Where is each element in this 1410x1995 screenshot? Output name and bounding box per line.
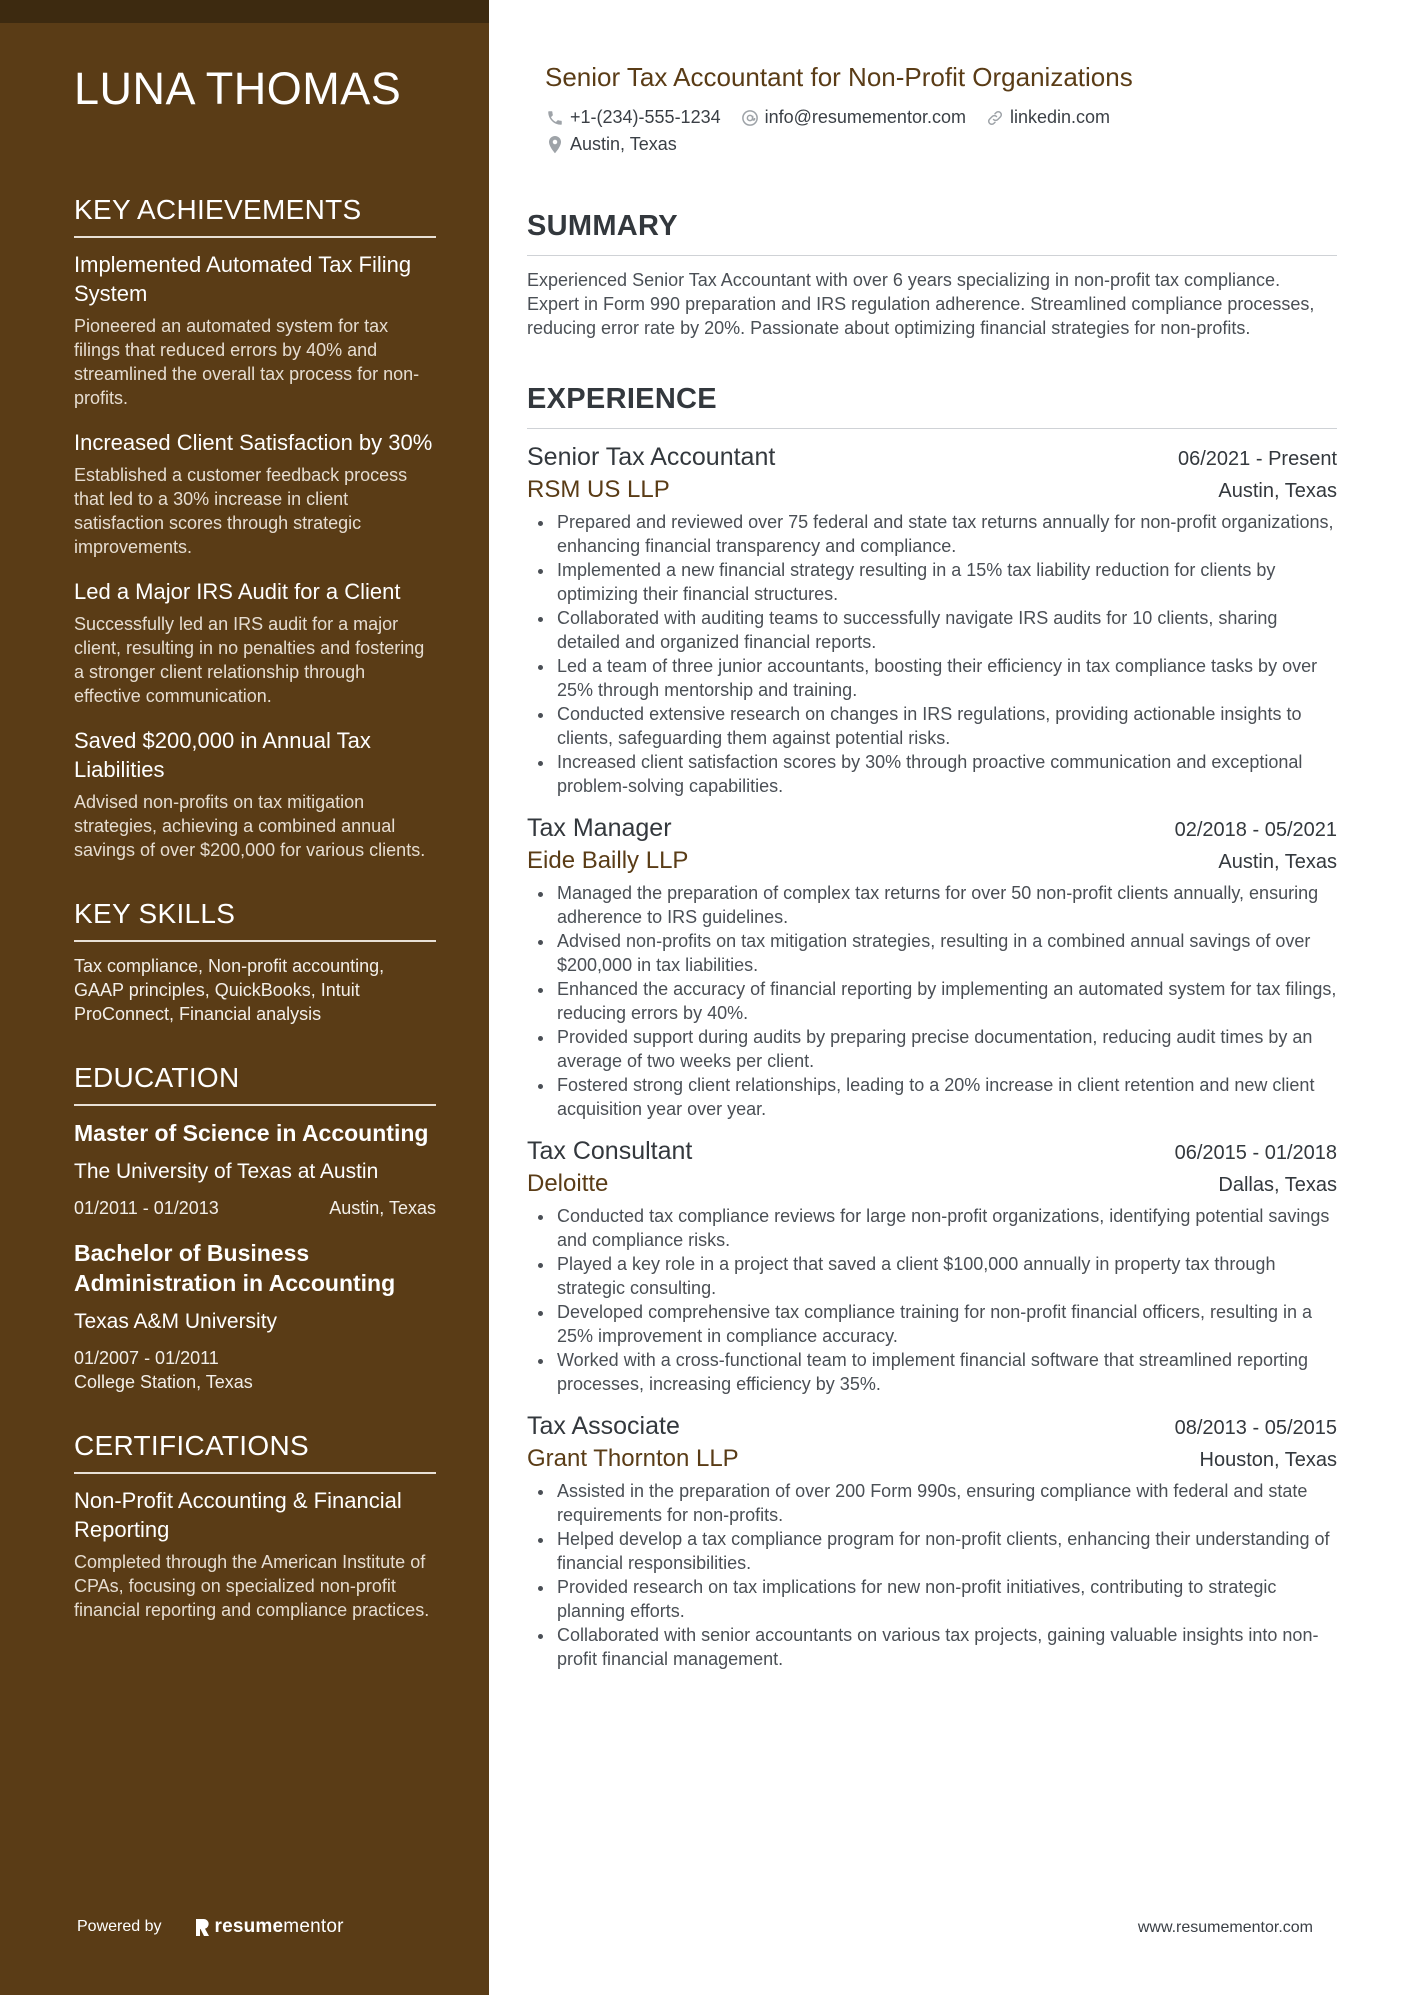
footer-url[interactable]: www.resumementor.com bbox=[1137, 1919, 1313, 1936]
edu-meta bbox=[74, 1346, 436, 1394]
sidebar-top-band bbox=[0, 0, 489, 23]
location-text: Austin, Texas bbox=[570, 134, 677, 154]
cert-title: Non-Profit Accounting & Financial Reporting bbox=[74, 1488, 402, 1542]
job-bullets bbox=[527, 510, 1337, 798]
job-company: RSM US LLP bbox=[527, 476, 670, 503]
job-location: Austin, Texas bbox=[1218, 851, 1337, 873]
job-bullet: • Collaborated with auditing teams to successfully navigate IRS audits for 10 clients, sharing detailed and organized financial reports. bbox=[555, 606, 1337, 654]
edu-degree: Bachelor of Business Administration in Accounting bbox=[74, 1240, 396, 1296]
headline: Senior Tax Accountant for Non-Profit Organizations bbox=[545, 62, 1133, 92]
resumementor-logo-icon bbox=[194, 1918, 210, 1937]
job-company-row bbox=[527, 474, 1337, 506]
achievements-heading: KEY ACHIEVEMENTS bbox=[74, 194, 436, 238]
achievement-desc: Pioneered an automated system for tax filings that reduced errors by 40% and streamlined the overall tax process for non-profits. bbox=[74, 316, 420, 408]
job-company: Grant Thornton LLP bbox=[527, 1445, 739, 1472]
phone-icon bbox=[546, 109, 564, 127]
edu-location: Austin, Texas bbox=[329, 1198, 436, 1218]
sidebar bbox=[0, 0, 489, 1995]
location-pin-icon bbox=[546, 135, 564, 155]
powered-by-label: Powered by bbox=[77, 1918, 162, 1935]
education-section bbox=[74, 1062, 436, 1394]
job-bullet: • Advised non-profits on tax mitigation strategies, resulting in a combined annual savings of over $200,000 in tax liabilities. bbox=[555, 929, 1337, 977]
achievement-title: Implemented Automated Tax Filing System bbox=[74, 252, 412, 306]
experience-section bbox=[527, 383, 1337, 1671]
job-role: Tax Manager bbox=[527, 814, 672, 842]
job-company: Eide Bailly LLP bbox=[527, 847, 689, 874]
achievements-section bbox=[74, 194, 436, 862]
email-text: info@resumementor.com bbox=[764, 107, 966, 127]
job-bullets bbox=[527, 1479, 1337, 1671]
linkedin-text: linkedin.com bbox=[1009, 107, 1111, 127]
certifications-section bbox=[74, 1430, 436, 1622]
job-bullets bbox=[527, 1204, 1337, 1396]
main-content bbox=[527, 60, 1337, 1671]
job-company-row bbox=[527, 1168, 1337, 1200]
job-role: Tax Consultant bbox=[527, 1137, 693, 1165]
job-location: Dallas, Texas bbox=[1218, 1174, 1337, 1196]
job-entry bbox=[527, 1135, 1337, 1396]
job-company-row bbox=[527, 1443, 1337, 1475]
job-dates: 06/2015 - 01/2018 bbox=[1174, 1142, 1337, 1164]
achievement-desc: Established a customer feedback process that led to a 30% increase in client satisfaction scores through strategic improvements. bbox=[74, 465, 408, 557]
phone-text: +1-(234)-555-1234 bbox=[570, 107, 721, 127]
job-bullet: • Fostered strong client relationships, leading to a 20% increase in client retention and new client acquisition year over year. bbox=[555, 1073, 1337, 1121]
job-entry bbox=[527, 441, 1337, 798]
job-entry bbox=[527, 1410, 1337, 1671]
certifications-heading: CERTIFICATIONS bbox=[74, 1430, 436, 1474]
job-bullet: • Enhanced the accuracy of financial reporting by implementing an automated system for tax filings, reducing errors by 40%. bbox=[555, 977, 1337, 1025]
job-bullet: • Collaborated with senior accountants on various tax projects, gaining valuable insights into non-profit financial management. bbox=[555, 1623, 1337, 1671]
summary-section bbox=[527, 210, 1337, 340]
job-bullet: • Assisted in the preparation of over 200 Form 990s, ensuring compliance with federal and state requirements for non-profits. bbox=[555, 1479, 1337, 1527]
powered-by bbox=[77, 1916, 344, 1938]
achievement-title: Increased Client Satisfaction by 30% bbox=[74, 430, 433, 455]
resumementor-logo[interactable] bbox=[194, 1916, 344, 1938]
achievement-desc: Advised non-profits on tax mitigation strategies, achieving a combined annual savings of over $200,000 for various clients. bbox=[74, 792, 426, 860]
job-role: Tax Associate bbox=[527, 1412, 680, 1440]
skills-section bbox=[74, 898, 436, 1026]
education-item bbox=[74, 1238, 436, 1394]
job-bullet: • Helped develop a tax compliance program for non-profit clients, enhancing their understanding of financial responsibilities. bbox=[555, 1527, 1337, 1575]
job-bullet: • Developed comprehensive tax compliance training for non-profit financial officers, resulting in a 25% improvement in compliance accuracy. bbox=[555, 1300, 1337, 1348]
education-heading: EDUCATION bbox=[74, 1062, 436, 1106]
job-bullet: • Played a key role in a project that saved a client $100,000 annually in property tax through strategic consulting. bbox=[555, 1252, 1337, 1300]
achievement-desc: Successfully led an IRS audit for a major client, resulting in no penalties and fostering a stronger client relationship through effective communication. bbox=[74, 614, 425, 706]
edu-degree: Master of Science in Accounting bbox=[74, 1120, 429, 1146]
at-icon bbox=[741, 109, 759, 127]
link-icon bbox=[986, 109, 1004, 127]
contact-email[interactable] bbox=[741, 104, 966, 131]
job-bullets bbox=[527, 881, 1337, 1121]
job-dates: 08/2013 - 05/2015 bbox=[1174, 1417, 1337, 1439]
job-bullet: • Provided research on tax implications for new non-profit initiatives, contributing to strategic planning efforts. bbox=[555, 1575, 1337, 1623]
education-item bbox=[74, 1118, 436, 1220]
logo-text-bold: resume bbox=[214, 1916, 284, 1937]
edu-location: College Station, Texas bbox=[74, 1372, 253, 1392]
contact-location bbox=[546, 131, 677, 158]
skills-heading: KEY SKILLS bbox=[74, 898, 436, 942]
candidate-name: LUNA THOMAS bbox=[74, 63, 402, 114]
job-bullet: • Conducted extensive research on changes in IRS regulations, providing actionable insights to clients, safeguarding them against potential risks. bbox=[555, 702, 1337, 750]
achievements-list bbox=[74, 250, 436, 862]
edu-school: The University of Texas at Austin bbox=[74, 1160, 379, 1183]
job-bullet: • Prepared and reviewed over 75 federal and state tax returns annually for non-profit organizations, enhancing financial transparency and compliance. bbox=[555, 510, 1337, 558]
job-dates: 02/2018 - 05/2021 bbox=[1174, 819, 1337, 841]
job-header bbox=[527, 1135, 1337, 1168]
job-bullet: • Conducted tax compliance reviews for large non-profit organizations, identifying potential savings and compliance risks. bbox=[555, 1204, 1337, 1252]
job-entry bbox=[527, 812, 1337, 1121]
contact-phone[interactable] bbox=[546, 104, 721, 131]
edu-meta bbox=[74, 1196, 436, 1220]
job-header bbox=[527, 441, 1337, 474]
edu-school: Texas A&M University bbox=[74, 1310, 278, 1333]
job-bullet: • Managed the preparation of complex tax returns for over 50 non-profit clients annually, ensuring adherence to IRS guidelines. bbox=[555, 881, 1337, 929]
job-bullet: • Led a team of three junior accountants, boosting their efficiency in tax compliance tasks by over 25% through mentorship and training. bbox=[555, 654, 1337, 702]
job-role: Senior Tax Accountant bbox=[527, 443, 776, 471]
contact-linkedin[interactable] bbox=[986, 104, 1110, 131]
jobs-list bbox=[527, 441, 1337, 1671]
summary-heading: SUMMARY bbox=[527, 210, 1337, 256]
edu-dates: 01/2007 - 01/2011 bbox=[74, 1348, 219, 1368]
experience-heading: EXPERIENCE bbox=[527, 383, 1337, 429]
job-bullet: • Implemented a new financial strategy resulting in a 15% tax liability reduction for clients by optimizing their financial structures. bbox=[555, 558, 1337, 606]
cert-desc: Completed through the American Institute of CPAs, focusing on specialized non-profit financial reporting and compliance practices. bbox=[74, 1552, 430, 1620]
achievement-title: Led a Major IRS Audit for a Client bbox=[74, 579, 401, 604]
skills-text: Tax compliance, Non-profit accounting, GAAP principles, QuickBooks, Intuit ProConnect, Financial analysis bbox=[74, 956, 385, 1024]
job-bullet: • Worked with a cross-functional team to implement financial software that streamlined reporting processes, increasing efficiency by 35%. bbox=[555, 1348, 1337, 1396]
job-header bbox=[527, 1410, 1337, 1443]
edu-dates: 01/2011 - 01/2013 bbox=[74, 1198, 219, 1218]
achievement-title: Saved $200,000 in Annual Tax Liabilities bbox=[74, 728, 371, 782]
job-location: Houston, Texas bbox=[1199, 1449, 1337, 1471]
contact-block bbox=[546, 104, 1337, 158]
job-dates: 06/2021 - Present bbox=[1178, 448, 1337, 470]
job-bullet: • Provided support during audits by preparing precise documentation, reducing audit times by an average of two weeks per client. bbox=[555, 1025, 1337, 1073]
summary-text: Experienced Senior Tax Accountant with over 6 years specializing in non-profit tax compliance. Expert in Form 990 preparation and IRS regulation adherence. Streamlined compliance processes, reducing error rate by 20%. Passionate about optimizing financial strategies for non-profits. bbox=[527, 270, 1315, 338]
logo-text-light: mentor bbox=[283, 1916, 344, 1937]
job-location: Austin, Texas bbox=[1218, 480, 1337, 502]
job-bullet: • Increased client satisfaction scores by 30% through proactive communication and exceptional problem-solving capabilities. bbox=[555, 750, 1337, 798]
job-header bbox=[527, 812, 1337, 845]
job-company-row bbox=[527, 845, 1337, 877]
job-company: Deloitte bbox=[527, 1170, 609, 1197]
